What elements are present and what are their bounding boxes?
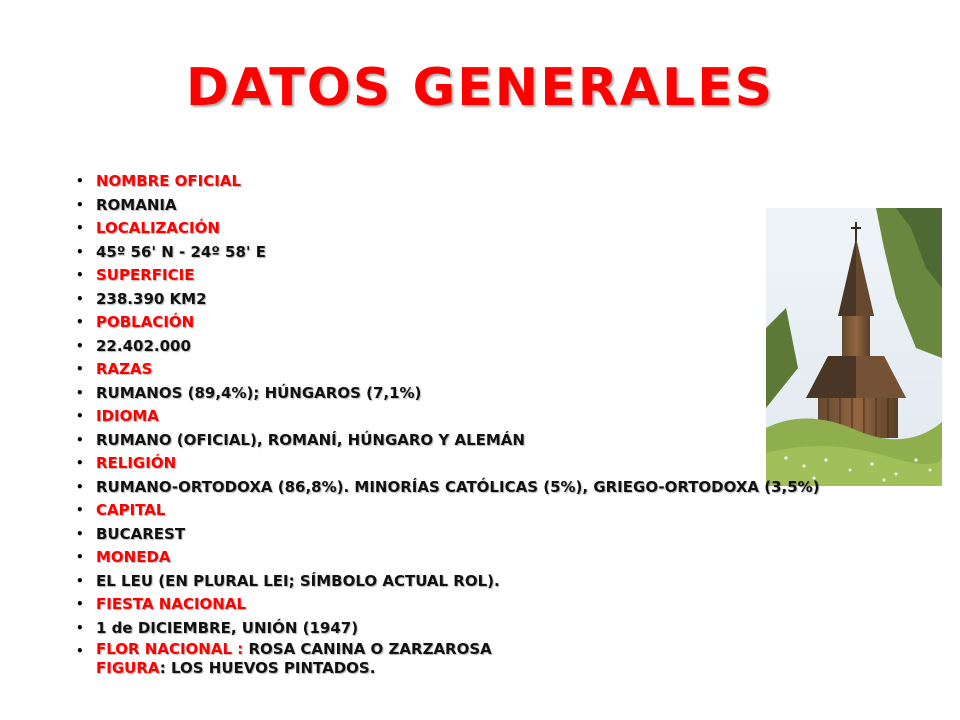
list-item xyxy=(76,546,936,570)
list-item xyxy=(76,288,936,312)
list-item xyxy=(76,241,936,265)
list-item xyxy=(76,264,936,288)
list-item xyxy=(76,311,936,335)
bullet-icon: • xyxy=(76,385,84,400)
item-label-area: SUPERFICIE xyxy=(96,266,195,284)
bullet-icon: • xyxy=(76,362,84,376)
list-item xyxy=(76,640,936,680)
item-label-currency: MONEDA xyxy=(96,548,171,566)
list-item xyxy=(76,405,936,429)
item-label-official-name: NOMBRE OFICIAL xyxy=(96,172,242,190)
item-value-population: 22.402.000 xyxy=(96,336,191,355)
bullet-icon: • xyxy=(76,291,84,306)
list-item xyxy=(76,523,936,547)
item-value-holiday-day: 1 de xyxy=(96,618,133,637)
bullet-icon: • xyxy=(76,221,84,235)
bullet-list xyxy=(76,170,936,680)
list-item xyxy=(76,170,936,194)
bullet-icon: • xyxy=(76,315,84,329)
item-label-holiday: FIESTA NACIONAL xyxy=(96,595,246,613)
list-item xyxy=(76,335,936,359)
bullet-icon: • xyxy=(76,268,84,282)
list-item xyxy=(76,452,936,476)
item-label-religion: RELIGIÓN xyxy=(96,454,177,472)
list-item xyxy=(76,593,936,617)
bullet-icon: • xyxy=(76,550,84,564)
slide-title: DATOS GENERALES xyxy=(185,58,775,118)
bullet-icon: • xyxy=(76,503,84,517)
item-value-races: RUMANOS (89,4%); HÚNGAROS (7,1%) xyxy=(96,383,422,402)
item-value-capital: BUCAREST xyxy=(96,524,186,543)
list-item xyxy=(76,429,936,453)
item-label-races: RAZAS xyxy=(96,360,153,378)
item-value-official-name: ROMANIA xyxy=(96,195,177,214)
bullet-icon: • xyxy=(76,456,84,470)
item-label-figure: FIGURA xyxy=(96,659,160,677)
item-value-holiday: DICIEMBRE, UNIÓN (1947) xyxy=(137,618,359,637)
bullet-icon: • xyxy=(76,620,84,635)
list-item xyxy=(76,476,936,500)
bullet-icon: • xyxy=(76,526,84,541)
item-value-religion: RUMANO-ORTODOXA (86,8%). MINORÍAS CATÓLICAS (5%), GRIEGO-ORTODOXA (3,5%) xyxy=(96,477,820,496)
list-item xyxy=(76,499,936,523)
bullet-icon: • xyxy=(76,573,84,588)
bullet-icon: • xyxy=(76,432,84,447)
bullet-icon: • xyxy=(76,338,84,353)
item-label-capital: CAPITAL xyxy=(96,501,166,519)
item-value-language: RUMANO (OFICIAL), ROMANÍ, HÚNGARO Y ALEMÁN xyxy=(96,430,525,449)
bullet-icon: • xyxy=(76,244,84,259)
bullet-icon: • xyxy=(76,197,84,212)
bullet-icon: • xyxy=(76,174,84,188)
bullet-icon: • xyxy=(76,409,84,423)
item-value-location: 45º 56' N - 24º 58' E xyxy=(96,242,266,261)
item-value-figure: : LOS HUEVOS PINTADOS. xyxy=(159,659,376,677)
item-value-area: 238.390 KM2 xyxy=(96,289,207,308)
item-label-language: IDIOMA xyxy=(96,407,159,425)
item-label-flower: FLOR NACIONAL : xyxy=(96,640,244,658)
list-item xyxy=(76,358,936,382)
bullet-icon: • xyxy=(76,597,84,611)
list-item xyxy=(76,617,936,641)
list-item xyxy=(76,570,936,594)
bullet-icon: • xyxy=(76,644,84,658)
item-label-population: POBLACIÓN xyxy=(96,313,195,331)
item-value-currency: EL LEU (EN PLURAL LEI; SÍMBOLO ACTUAL ROL). xyxy=(96,571,500,590)
list-item xyxy=(76,382,936,406)
list-item xyxy=(76,217,936,241)
item-value-flower: ROSA CANINA O ZARZAROSA xyxy=(248,640,492,658)
item-label-location: LOCALIZACIÓN xyxy=(96,219,220,237)
bullet-icon: • xyxy=(76,479,84,494)
list-item xyxy=(76,194,936,218)
